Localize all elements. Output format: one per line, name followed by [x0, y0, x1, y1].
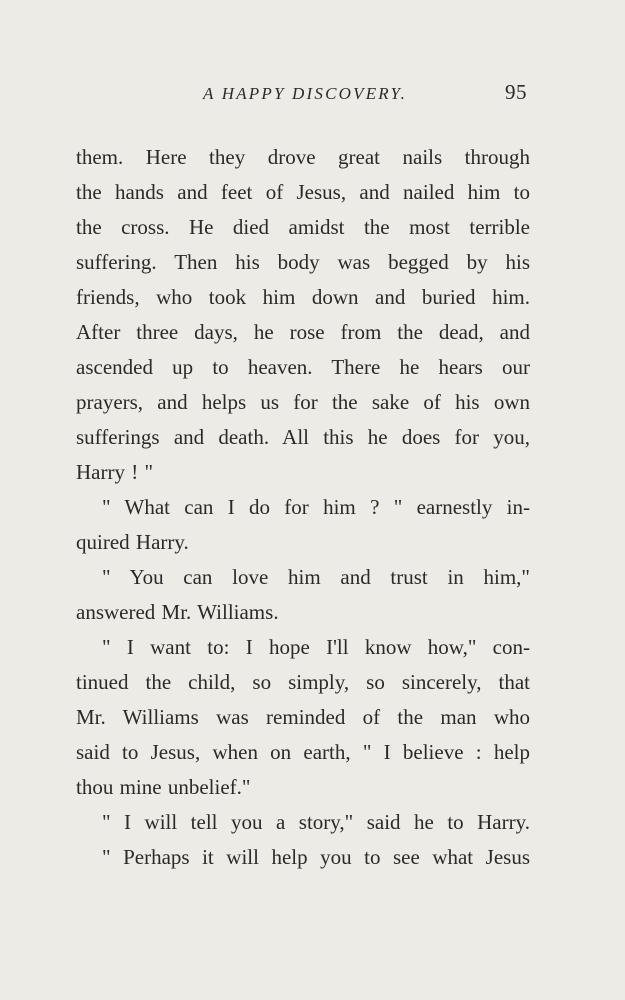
- text-line: " What can I do for him ? " earnestly in-: [102, 495, 530, 519]
- text-line: answered Mr. Williams.: [76, 600, 279, 624]
- text-line: " You can love him and trust in him,": [102, 565, 530, 589]
- text-line: " I want to: I hope I'll know how," con-: [102, 635, 530, 659]
- text-line: " I will tell you a story," said he to Harry.: [102, 810, 530, 834]
- text-line: After three days, he rose from the dead, and: [76, 320, 530, 344]
- page-number: 95: [505, 80, 527, 104]
- running-head: [0, 80, 625, 112]
- text-line: thou mine unbelief.": [76, 775, 251, 799]
- text-line: the cross. He died amidst the most terrible: [76, 215, 530, 239]
- text-line: " Perhaps it will help you to see what Jesus: [102, 845, 530, 869]
- text-line: Mr. Williams was reminded of the man who: [76, 705, 530, 729]
- body-text: [76, 140, 530, 875]
- text-line: sufferings and death. All this he does for you,: [76, 425, 530, 449]
- running-title: A HAPPY DISCOVERY.: [203, 84, 408, 103]
- text-line: Harry ! ": [76, 460, 154, 484]
- text-line: said to Jesus, when on earth, " I believe : help: [76, 740, 530, 764]
- text-line: them. Here they drove great nails through: [76, 145, 530, 169]
- text-line: tinued the child, so simply, so sincerely, that: [76, 670, 530, 694]
- text-line: friends, who took him down and buried him.: [76, 285, 530, 309]
- text-line: ascended up to heaven. There he hears our: [76, 355, 530, 379]
- text-line: prayers, and helps us for the sake of his own: [76, 390, 530, 414]
- text-line: the hands and feet of Jesus, and nailed him to: [76, 180, 530, 204]
- text-line: suffering. Then his body was begged by his: [76, 250, 530, 274]
- text-line: quired Harry.: [76, 530, 189, 554]
